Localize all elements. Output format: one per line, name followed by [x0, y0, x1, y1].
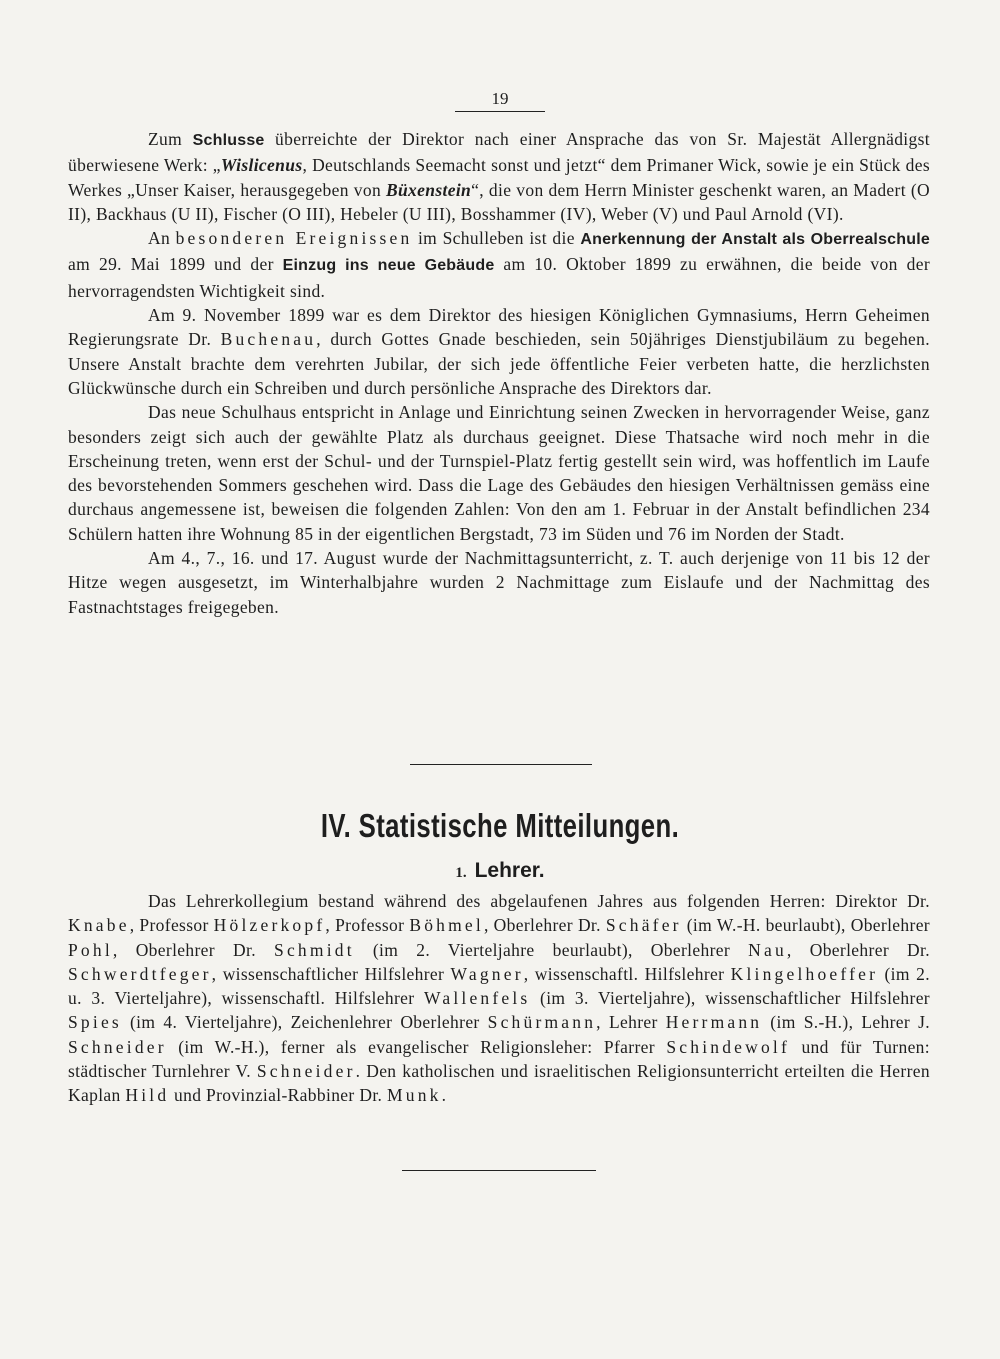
paragraph-jubilee: Am 9. November 1899 war es dem Direktor des hiesigen Königlichen Gymnasiums, Herrn Geheimen Regierungsrate Dr. Buchenau, durch Gottes Gnade beschieden, sein 50jähriges Dienstjubiläum zu begehen. Unsere Anstalt brachte dem verehrten Jubilar, der sich jede öffentliche Feier verbeten hatte, die herzlichsten Glückwünsche durch ein Schreiben und durch persönliche Ansprache des Direktors dar. — [68, 305, 930, 398]
paragraph-heat-days: Am 4., 7., 16. und 17. August wurde der Nachmittagsunterricht, z. T. auch derjenige von 11 bis 12 der Hitze wegen ausgesetzt, im Winterhalbjahre wurden 2 Nachmittage zum Eislaufe und der Nachmittag des Fastnachtstages freigegeben. — [68, 548, 930, 617]
paragraph-events: An besonderen Ereignissen im Schulleben ist die Anerkennung der Anstalt als Oberrealschule am 29. Mai 1899 und der Einzug ins neue Gebäude am 10. Oktober 1899 zu erwähnen, die beide von der hervorragendsten Wichtigkeit sind. — [68, 228, 931, 301]
divider-rule — [410, 764, 592, 765]
section-heading: IV. Statistische Mitteilungen. — [320, 807, 680, 844]
sub-heading-title: Lehrer. — [474, 859, 545, 882]
sub-heading — [0, 857, 1000, 887]
paragraph-teachers: Das Lehrerkollegium bestand während des abgelaufenen Jahres aus folgenden Herren: Direktor Dr. Knabe, Professor Hölzerkopf, Professor Böhmel, Oberlehrer Dr. Schäfer (im W.-H. beurlaubt), Oberlehrer Pohl, Oberlehrer Dr. Schmidt (im 2. Vierteljahre beurlaubt), Oberlehrer Nau, Oberlehrer Dr. Schwerdtfeger, wissenschaftlicher Hilfslehrer Wagner, wissenschaftl. Hilfslehrer Klingelhoeffer (im 2. u. 3. Vierteljahre), wissenschaftl. Hilfslehrer Wallenfels (im 3. Vierteljahre), wissenschaftlicher Hilfslehrer Spies (im 4. Vierteljahre), Zeichenlehrer Oberlehrer Schürmann, Lehrer Herrmann (im S.-H.), Lehrer J. Schneider (im W.-H.), ferner als evangelischer Religionsleher: Pfarrer Schindewolf und für Turnen: städtischer Turnlehrer V. Schneider. Den katholischen und israelitischen Religionsunterricht erteilten die Herren Kaplan Hild und Provinzial-Rabbiner Dr. Munk. — [68, 891, 930, 1106]
paragraph-schoolhouse: Das neue Schulhaus entspricht in Anlage und Einrichtung seinen Zwecken in hervorragender Weise, ganz besonders zeigt sich auch der gewählte Platz als durchaus geeignet. Diese Thatsache wird noch mehr in die Erscheinung treten, wenn erst der Schul- und der Turnspiel-Platz fertig gestellt sein wird, was hoffentlich im Laufe des bevorstehenden Sommers geschehen wird. Dass die Lage des Gebäudes den hiesigen Verhältnissen gemäss eine durchaus angemessene ist, beweisen die folgenden Zahlen: Von den am 1. Februar in der Anstalt befindlichen 234 Schülern hatten ihre Wohnung 85 in der eigentlichen Bergstadt, 73 im Süden und 76 im Norden der Stadt. — [68, 402, 930, 544]
paragraph-awards: Zum Schlusse überreichte der Direktor nach einer Ansprache das von Sr. Majestät Allergnädigst überwiesene Werk: „Wislicenus, Deutschlands Seemacht sonst und jetzt“ dem Primaner Wick, sowie je ein Stück des Werkes „Unser Kaiser, herausgegeben von Büxenstein“, die von dem Herrn Minister geschenkt waren, an Madert (O II), Backhaus (U II), Fischer (O III), Hebeler (U III), Bosshammer (IV), Weber (V) und Paul Arnold (VI). — [68, 129, 930, 224]
divider-rule-bottom — [402, 1170, 596, 1171]
page-number: 19 — [455, 89, 545, 112]
body-text-lower — [68, 889, 930, 1108]
body-text-upper — [68, 127, 930, 619]
sub-heading-number: 1. — [455, 865, 467, 881]
